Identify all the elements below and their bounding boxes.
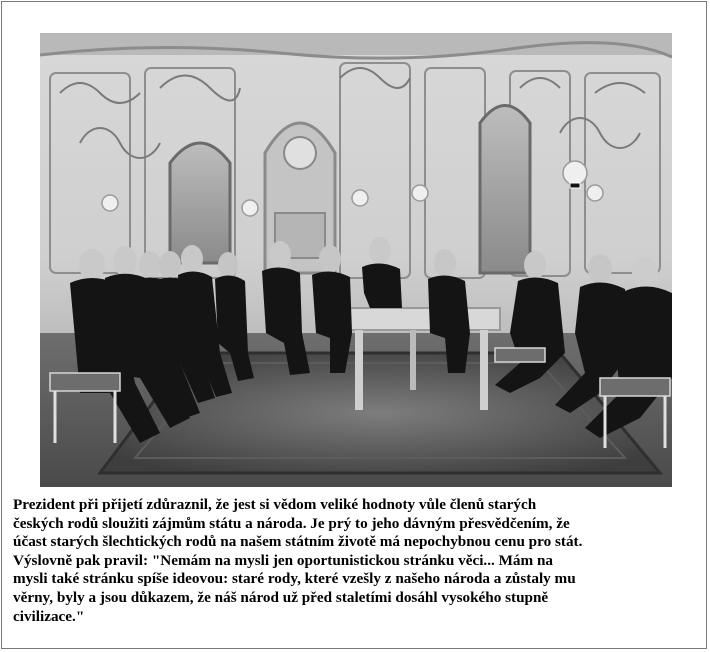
photo-caption xyxy=(13,496,703,626)
caption-line: věrny, byly a jsou důkazem, že náš národ už před staletími dosáhl vysokého stupně xyxy=(13,588,549,606)
caption-line: Výslovně pak pravil: "Nemám na mysli jen oportunistickou stránku věci... Mám na xyxy=(13,551,554,569)
page-frame xyxy=(1,1,707,649)
photo-illustration xyxy=(40,33,672,487)
caption-line: českých rodů sloužiti zájmům státu a národa. Je prý to jeho dávným přesvědčením, že xyxy=(13,514,570,532)
historical-photo xyxy=(40,33,672,487)
caption-line: civilizace." xyxy=(13,607,85,625)
caption-line: účast starých šlechtických rodů na našem státním životě má nepochybnou cenu pro stát. xyxy=(13,533,583,551)
caption-line: Prezident při přijetí zdůraznil, že jest si vědom veliké hodnoty vůle členů starých xyxy=(13,496,537,513)
caption-line: mysli také stránku spíše ideovou: staré rody, které vzešly z našeho národa a zůstaly mu xyxy=(13,570,576,588)
